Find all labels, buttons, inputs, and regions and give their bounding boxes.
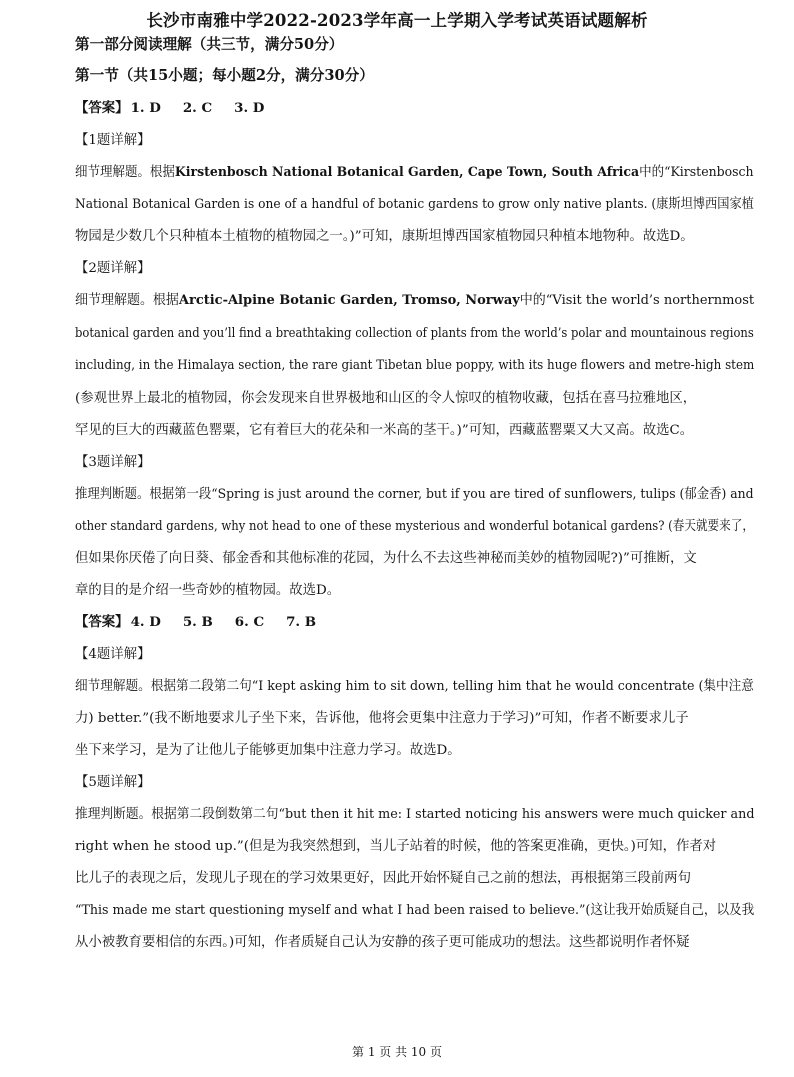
q3-line: other standard gardens, why not head to one of these mysterious and wonderful botanical gardens? (春天就要来了，	[75, 519, 755, 534]
q3-heading: 【3题详解】	[75, 455, 151, 470]
answer-item: 5. B	[182, 614, 213, 630]
q5-heading: 【5题详解】	[75, 775, 151, 790]
q2-line: 罕见的巨大的西藏蓝色罂粟，它有着巨大的花朵和一米高的茎干。)”可知，西藏蓝罂粟又大又高。故选C。	[75, 423, 694, 438]
q5-line: 从小被教育要相信的东西。)可知，作者质疑自己认为安静的孩子更可能成功的想法。这些都说明作者怀疑	[75, 935, 690, 950]
q3-line: 推理判断题。根据第一段“Spring is just around the corner, but if you are tired of sunflowers, tulips (郁金香) and	[75, 487, 754, 502]
q2-heading: 【2题详解】	[75, 261, 151, 276]
answer-item: 7. B	[286, 614, 317, 630]
q2-line	[75, 294, 754, 307]
q2-text: 中的“Visit the world’s northernmost	[519, 293, 755, 308]
q1-line	[75, 166, 754, 179]
answer-row-2	[75, 616, 338, 629]
q1-line: National Botanical Garden is one of a handful of botanic gardens to grow only native plants. (康斯坦博西国家植	[75, 197, 754, 212]
answer-item: 6. C	[234, 614, 265, 630]
q3-line: 章的目的是介绍一些奇妙的植物园。故选D。	[75, 583, 341, 598]
q5-line: 推理判断题。根据第二段倒数第二句“but then it hit me: I started noticing his answers were much quicker and	[75, 807, 755, 822]
q1-source-title: Kirstenbosch National Botanical Garden, Cape Town, South Africa	[174, 164, 640, 180]
q1-heading: 【1题详解】	[75, 133, 151, 148]
q5-line: 比儿子的表现之后，发现儿子现在的学习效果更好，因此开始怀疑自己之前的想法，再根据第三段前两句	[75, 871, 691, 886]
q5-line: “This made me start questioning myself and what I had been raised to believe.”(这让我开始质疑自己，以及我	[75, 903, 755, 918]
q1-line: 物园是少数几个只种植本土植物的植物园之一。)”可知，康斯坦博西国家植物园只种植本地物种。故选D。	[75, 229, 694, 244]
answer-label: 【答案】	[75, 100, 129, 116]
part-heading: 第一部分阅读理解（共三节，满分50分）	[75, 36, 344, 53]
answer-item: 1. D	[130, 100, 161, 116]
page-number: 第 1 页 共 10 页	[352, 1045, 442, 1059]
q3-line: 但如果你厌倦了向日葵、郁金香和其他标准的花园，为什么不去这些神秘而美妙的植物园呢?)”可推断，文	[75, 551, 697, 566]
section-heading: 第一节（共15小题；每小题2分，满分30分）	[75, 67, 374, 84]
q4-heading: 【4题详解】	[75, 647, 151, 662]
q1-text: 细节理解题。根据	[75, 165, 175, 180]
answer-item: 4. D	[130, 614, 161, 630]
q4-line: 力) better.”(我不断地要求儿子坐下来，告诉他，他将会更集中注意力于学习)”可知，作者不断要求儿子	[75, 711, 689, 726]
q1-text: 中的“Kirstenbosch	[639, 165, 754, 180]
q2-line: (参观世界上最北的植物园，你会发现来自世界极地和山区的令人惊叹的植物收藏，包括在喜马拉雅地区，	[75, 391, 697, 406]
answer-item: 3. D	[234, 100, 265, 116]
q2-line: botanical garden and you’ll find a breathtaking collection of plants from the world’s polar and mountainous regions	[75, 326, 754, 341]
q2-source-title: Arctic-Alpine Botanic Garden, Tromso, Norway	[178, 292, 520, 308]
q5-line: right when he stood up.”(但是为我突然想到，当儿子站着的时候，他的答案更准确，更快。)可知，作者对	[75, 839, 717, 854]
answer-row-1	[75, 102, 286, 115]
q2-line: including, in the Himalaya section, the rare giant Tibetan blue poppy, with its huge flowers and metre-high stem	[75, 358, 755, 373]
q4-line: 细节理解题。根据第二段第二句“I kept asking him to sit down, telling him that he would concentrate (集中注意	[75, 679, 754, 694]
q2-text: 细节理解题。根据	[75, 293, 179, 308]
q4-line: 坐下来学习，是为了让他儿子能够更加集中注意力学习。故选D。	[75, 743, 461, 758]
document-title: 长沙市南雅中学2022-2023学年高一上学期入学考试英语试题解析	[146, 11, 648, 30]
answer-item: 2. C	[182, 100, 213, 116]
answer-label: 【答案】	[75, 614, 129, 630]
